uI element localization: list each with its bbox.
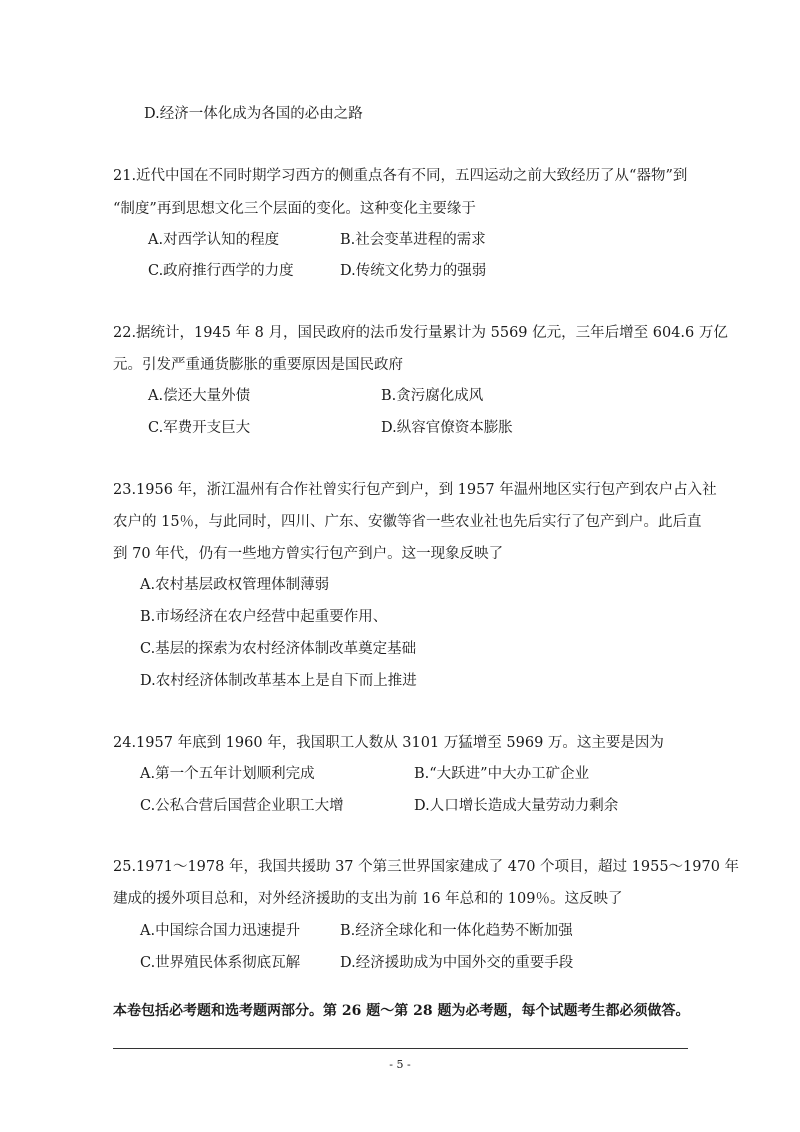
q23-stem-line-1: 23.1956 年，浙江温州有合作社曾实行包产到户，到 1957 年温州地区实行包产到农户占入社 <box>113 482 717 498</box>
q25-option-c: C.世界殖民体系彻底瓦解 <box>140 955 301 971</box>
q24-option-b: B.“大跃进”中大办工矿企业 <box>414 766 590 782</box>
q25-option-b: B.经济全球化和一体化趋势不断加强 <box>340 923 573 939</box>
q22-stem-line-2: 元。引发严重通货膨胀的重要原因是国民政府 <box>113 357 403 373</box>
q22-option-c: C.军费开支巨大 <box>148 420 251 436</box>
q21-option-c: C.政府推行西学的力度 <box>148 263 294 279</box>
footer-divider <box>113 1048 688 1049</box>
q21-option-d: D.传统文化势力的强弱 <box>340 263 487 279</box>
section-notice: 本卷包括必考题和选考题两部分。第 26 题～第 28 题为必考题，每个试题考生都必须做答。 <box>113 1003 690 1019</box>
q21-stem-line-2: “制度”再到思想文化三个层面的变化。这种变化主要缘于 <box>113 201 476 217</box>
q23-option-d: D.农村经济体制改革基本上是自下而上推进 <box>140 673 417 689</box>
q23-option-c: C.基层的探索为农村经济体制改革奠定基础 <box>140 641 417 657</box>
q24-stem-line-1: 24.1957 年底到 1960 年，我国职工人数从 3101 万猛增至 5969 万。这主要是因为 <box>113 735 664 751</box>
q21-option-b: B.社会变革进程的需求 <box>340 232 486 248</box>
q25-option-d: D.经济援助成为中国外交的重要手段 <box>340 955 574 971</box>
page-number: - 5 - <box>389 1058 411 1071</box>
q23-stem-line-3: 到 70 年代，仍有一些地方曾实行包产到户。这一现象反映了 <box>113 546 504 562</box>
q22-stem-line-1: 22.据统计，1945 年 8 月，国民政府的法币发行量累计为 5569 亿元，三年后增至 604.6 万亿 <box>113 325 728 341</box>
q23-option-b: B.市场经济在农户经营中起重要作用、 <box>140 609 388 625</box>
q24-option-d: D.人口增长造成大量劳动力剩余 <box>414 798 619 814</box>
q24-option-a: A.第一个五年计划顺利完成 <box>140 766 315 782</box>
q21-option-a: A.对西学认知的程度 <box>148 232 280 248</box>
q25-stem-line-1: 25.1971～1978 年，我国共援助 37 个第三世界国家建成了 470 个项目，超过 1955～1970 年 <box>113 859 740 875</box>
q22-option-d: D.纵容官僚资本膨胀 <box>381 420 513 436</box>
q23-option-a: A.农村基层政权管理体制薄弱 <box>140 577 330 593</box>
q21-stem-line-1: 21.近代中国在不同时期学习西方的侧重点各有不同，五四运动之前大致经历了从“器物”到 <box>113 168 688 184</box>
q22-option-a: A.偿还大量外债 <box>148 388 251 404</box>
q25-option-a: A.中国综合国力迅速提升 <box>140 923 301 939</box>
q22-option-b: B.贪污腐化成风 <box>381 388 484 404</box>
q20-option-d: D.经济一体化成为各国的必由之路 <box>144 106 363 122</box>
q25-stem-line-2: 建成的援外项目总和，对外经济援助的支出为前 16 年总和的 109％。这反映了 <box>113 891 623 907</box>
q23-stem-line-2: 农户的 15％，与此同时，四川、广东、安徽等省一些农业社也先后实行了包产到户。此后直 <box>113 514 702 530</box>
q24-option-c: C.公私合营后国营企业职工大增 <box>140 798 344 814</box>
